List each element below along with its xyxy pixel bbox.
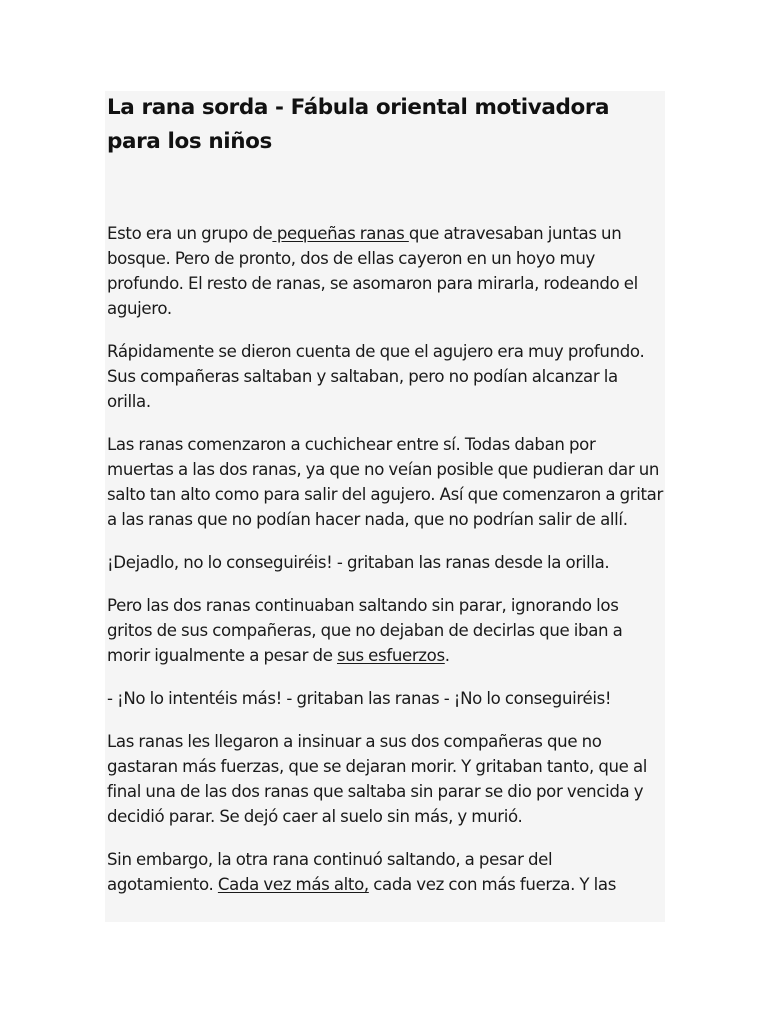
paragraph-1-text-after: que atravesaban juntas un bosque. Pero de pronto, dos de ellas cayeron en un hoyo muy profundo. El resto de ranas, se asomaron para mirarla, rodeando el agujero. <box>107 224 638 318</box>
paragraph-5-text-before: Pero las dos ranas continuaban saltando sin parar, ignorando los gritos de sus compañeras, que no dejaban de decirlas que iban a morir igualmente a pesar de <box>107 596 623 665</box>
document-page <box>105 91 665 922</box>
paragraph-4: ¡Dejadlo, no lo conseguiréis! - gritaban las ranas desde la orilla. <box>107 553 610 572</box>
document-body <box>105 221 665 897</box>
link-sus-esfuerzos[interactable]: sus esfuerzos <box>336 646 445 665</box>
paragraph-8-text-before: Sin embargo, la otra rana continuó saltando, a pesar del agotamiento. <box>107 850 553 894</box>
paragraph-1 <box>107 221 663 321</box>
paragraph-5 <box>107 593 663 668</box>
paragraph-8 <box>107 847 663 897</box>
paragraph-6: - ¡No lo intentéis más! - gritaban las ranas - ¡No lo conseguiréis! <box>107 689 612 708</box>
page-title: La rana sorda - Fábula oriental motivadora para los niños <box>107 95 610 154</box>
paragraph-8-text-after: cada vez con más fuerza. Y las <box>368 875 617 894</box>
link-pequenas-ranas[interactable]: pequeñas ranas <box>272 224 409 243</box>
paragraph-7: Las ranas les llegaron a insinuar a sus dos compañeras que no gastaran más fuerzas, que se dejaran morir. Y gritaban tanto, que al final una de las dos ranas que saltaba sin parar se dio por vencida y decidió parar. Se dejó caer al suelo sin más, y murió. <box>107 732 648 826</box>
paragraph-1-text-before: Esto era un grupo de <box>107 224 273 243</box>
link-cada-vez-mas-alto[interactable]: Cada vez más alto, <box>217 875 369 894</box>
paragraph-5-text-after: . <box>444 646 450 665</box>
paragraph-3: Las ranas comenzaron a cuchichear entre sí. Todas daban por muertas a las dos ranas, ya que no veían posible que pudieran dar un salto tan alto como para salir del agujero. Así que comenzaron a gritar a las ranas que no podían hacer nada, que no podrían salir de allí. <box>107 435 663 529</box>
paragraph-2: Rápidamente se dieron cuenta de que el agujero era muy profundo. Sus compañeras saltaban y saltaban, pero no podían alcanzar la orilla. <box>107 342 645 411</box>
